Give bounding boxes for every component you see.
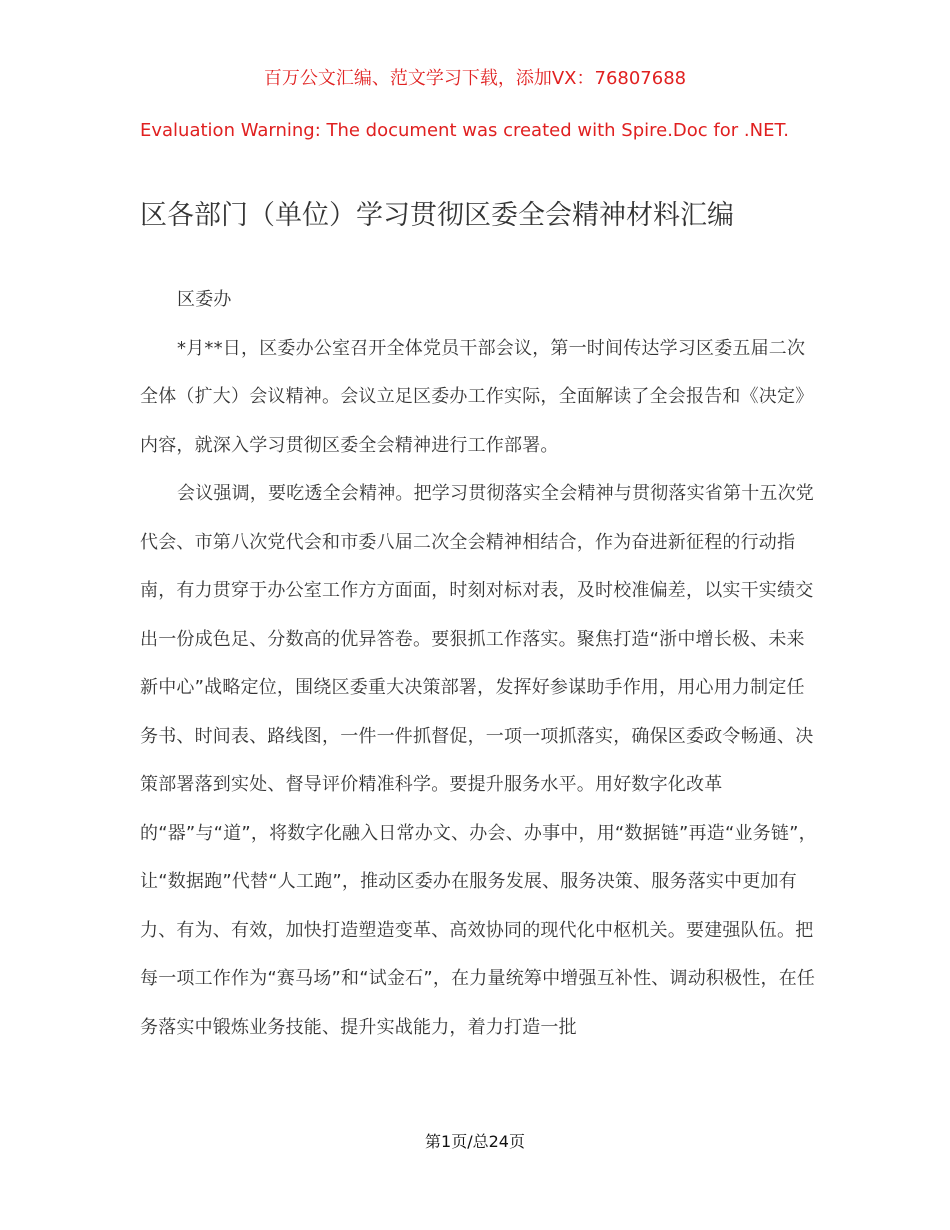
document-body <box>140 276 820 1052</box>
evaluation-warning: Evaluation Warning: The document was created with Spire.Doc for .NET. <box>140 120 790 141</box>
paragraph-meeting-intro: *月**日，区委办公室召开全体党员干部会议，第一时间传达学习区委五届二次全体（扩大）会议精神。会议立足区委办工作实际，全面解读了全会报告和《决定》内容，就深入学习贯彻区委全会精神进行工作部署。 <box>140 337 814 456</box>
page-number-footer: 第1页/总24页 <box>425 1132 525 1151</box>
paragraph-meeting-emphasis: 会议强调，要吃透全会精神。把学习贯彻落实全会精神与贯彻落实省第十五次党代会、市第八次党代会和市委八届二次全会精神相结合，作为奋进新征程的行动指南，有力贯穿于办公室工作方方面面，时刻对标对表，及时校准偏差，以实干实绩交出一份成色足、分数高的优异答卷。要狠抓工作落实。聚焦打造“浙中增长极、未来新中心”战略定位，围绕区委重大决策部署，发挥好参谋助手作用，用心用力制定任务书、时间表、路线图，一件一件抓督促，一项一项抓落实，确保区委政令畅通、决策部署落到实处、督导评价精准科学。要提升服务水平。用好数字化改革的“器”与“道”，将数字化融入日常办文、办会、办事中，用“数据链”再造“业务链”，让“数据跑”代替“人工跑”，推动区委办在服务发展、服务决策、服务落实中更加有力、有为、有效，加快打造塑造变革、高效协同的现代化中枢机关。要建强队伍。把每一项工作作为“赛马场”和“试金石”，在力量统筹中增强互补性、调动积极性，在任务落实中锻炼业务技能、提升实战能力，着力打造一批 <box>140 483 817 1038</box>
promo-header: 百万公文汇编、范文学习下载，添加VX：76807688 <box>263 68 687 89</box>
paragraph-department: 区委办 <box>177 289 232 310</box>
document-title: 区各部门（单位）学习贯彻区委全会精神材料汇编 <box>140 200 734 231</box>
